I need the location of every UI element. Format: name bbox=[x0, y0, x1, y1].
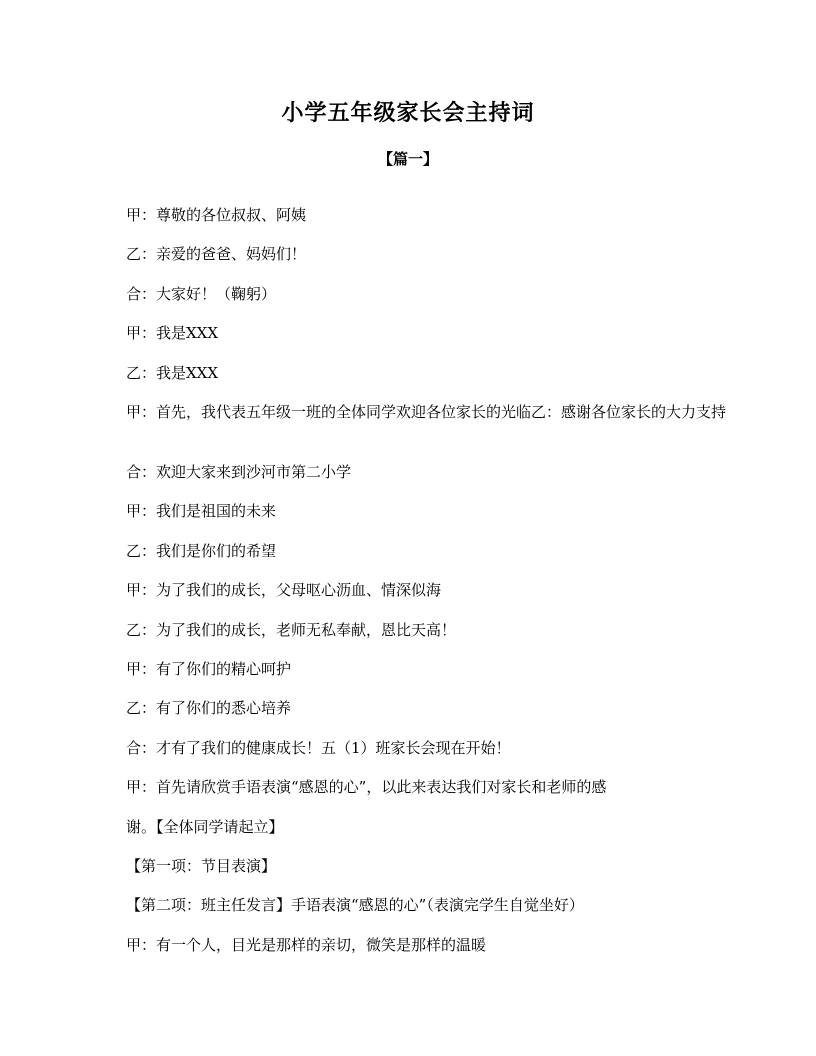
paragraph: 甲：有一个人，目光是那样的亲切，微笑是那样的温暖 bbox=[126, 936, 487, 954]
paragraph: 谢。【全体同学请起立】 bbox=[126, 818, 284, 836]
section-heading: 【篇一】 bbox=[377, 150, 438, 168]
paragraph: 乙：我是XXX bbox=[126, 364, 219, 382]
paragraph: 合：欢迎大家来到沙河市第二小学 bbox=[126, 463, 352, 481]
paragraph: 乙：我们是你们的希望 bbox=[126, 542, 277, 560]
paragraph: 合：才有了我们的健康成长！五（1）班家长会现在开始！ bbox=[126, 739, 511, 757]
paragraph: 甲：首先请欣赏手语表演“感恩的心”，以此来表达我们对家长和老师的感 bbox=[126, 778, 607, 796]
paragraph: 甲：有了你们的精心呵护 bbox=[126, 660, 292, 678]
paragraph: 乙：亲爱的爸爸、妈妈们！ bbox=[126, 245, 307, 263]
document-title: 小学五年级家长会主持词 bbox=[281, 100, 535, 126]
paragraph: 甲：我是XXX bbox=[126, 324, 219, 342]
paragraph: 【第二项：班主任发言】手语表演“感恩的心”（表演完学生自觉坐好） bbox=[126, 896, 584, 914]
paragraph: 【第一项：节目表演】 bbox=[126, 857, 277, 875]
paragraph: 甲：我们是祖国的未来 bbox=[126, 502, 277, 520]
paragraph: 甲：为了我们的成长，父母呕心沥血、情深似海 bbox=[126, 581, 442, 599]
paragraph: 甲：尊敬的各位叔叔、阿姨 bbox=[126, 206, 307, 224]
paragraph: 甲：首先，我代表五年级一班的全体同学欢迎各位家长的光临乙：感谢各位家长的大力支持 bbox=[126, 403, 727, 421]
paragraph: 乙：为了我们的成长，老师无私奉献，恩比天高！ bbox=[126, 621, 457, 639]
paragraph: 乙：有了你们的悉心培养 bbox=[126, 699, 292, 717]
paragraph: 合：大家好！（鞠躬） bbox=[126, 285, 277, 303]
